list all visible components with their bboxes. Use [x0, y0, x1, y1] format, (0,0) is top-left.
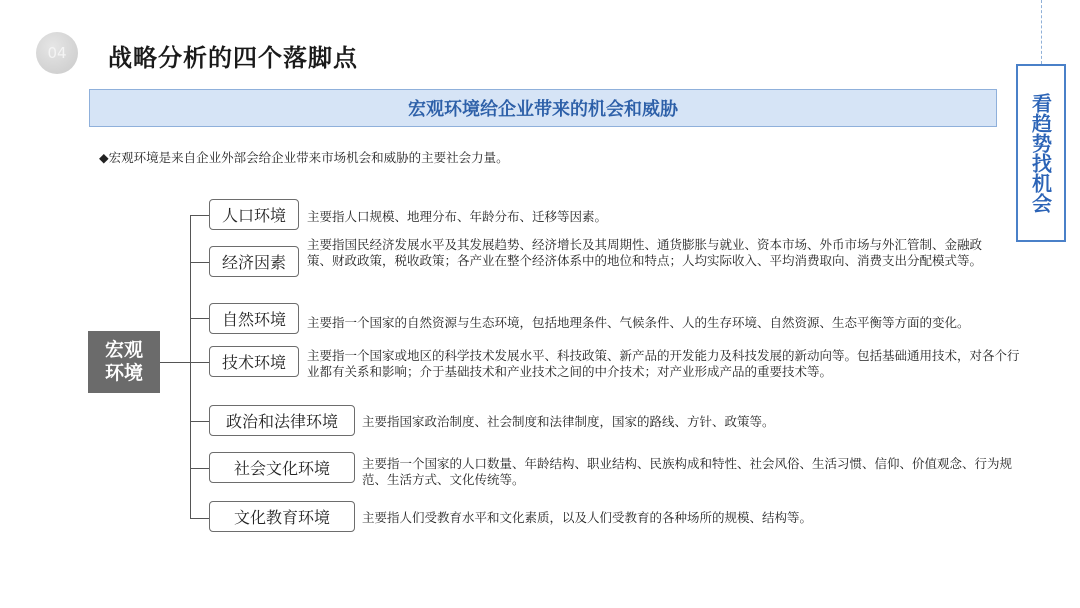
side-tag-text: 看趋势找机会 [1028, 93, 1053, 213]
factor-node-politics-law: 政治和法律环境 [209, 405, 355, 436]
banner-text: 宏观环境给企业带来的机会和威胁 [408, 99, 678, 120]
tree-trunk [190, 215, 191, 518]
branch-line [190, 518, 209, 519]
factor-desc-economy: 主要指国民经济发展水平及其发展趋势、经济增长及其周期性、通货膨胀与就业、资本市场、外币市场与外汇管制、金融政策、财政政策，税收政策；各产业在整个经济体系中的地位和特点；人均实际收入、平均消费取向、消费支出分配模式等。 [307, 237, 983, 268]
factor-desc-nature: 主要指一个国家的自然资源与生态环境，包括地理条件、气候条件、人的生存环境、自然资源、生态平衡等方面的变化。 [307, 315, 970, 330]
root-node: 宏观 环境 [88, 331, 160, 393]
branch-line [190, 318, 209, 319]
factor-node-population: 人口环境 [209, 199, 299, 230]
root-connector [160, 362, 190, 363]
branch-line [190, 362, 209, 363]
factor-desc-population: 主要指人口规模、地理分布、年龄分布、迁移等因素。 [307, 209, 608, 224]
side-dashed-line [1041, 0, 1042, 64]
factor-node-nature: 自然环境 [209, 303, 299, 334]
factor-node-economy: 经济因素 [209, 246, 299, 277]
branch-line [190, 215, 209, 216]
intro-text: ◆宏观环境是来自企业外部会给企业带来市场机会和威胁的主要社会力量。 [99, 150, 509, 165]
factor-node-technology: 技术环境 [209, 346, 299, 377]
branch-line [190, 262, 209, 263]
branch-line [190, 421, 209, 422]
factor-desc-technology: 主要指一个国家或地区的科学技术发展水平、科技政策、新产品的开发能力及科技发展的新动向等。包括基础通用技术，对各个行业都有关系和影响；介于基础技术和产业技术之间的中介技术；对产业形成产品的重要技术等。 [307, 348, 1020, 379]
subtitle-banner [89, 89, 997, 127]
branch-line [190, 468, 209, 469]
section-number-badge: 04 [36, 32, 78, 74]
factor-node-social-culture: 社会文化环境 [209, 452, 355, 483]
factor-desc-education: 主要指人们受教育水平和文化素质，以及人们受教育的各种场所的规模、结构等。 [362, 510, 813, 525]
factor-desc-social-culture: 主要指一个国家的人口数量、年龄结构、职业结构、民族构成和特性、社会风俗、生活习惯、信仰、价值观念、行为规范、生活方式、文化传统等。 [362, 456, 1013, 487]
factor-node-education: 文化教育环境 [209, 501, 355, 532]
factor-desc-politics-law: 主要指国家政治制度、社会制度和法律制度，国家的路线、方针、政策等。 [362, 414, 775, 429]
page-title: 战略分析的四个落脚点 [108, 44, 358, 72]
side-tag-box [1016, 64, 1066, 242]
